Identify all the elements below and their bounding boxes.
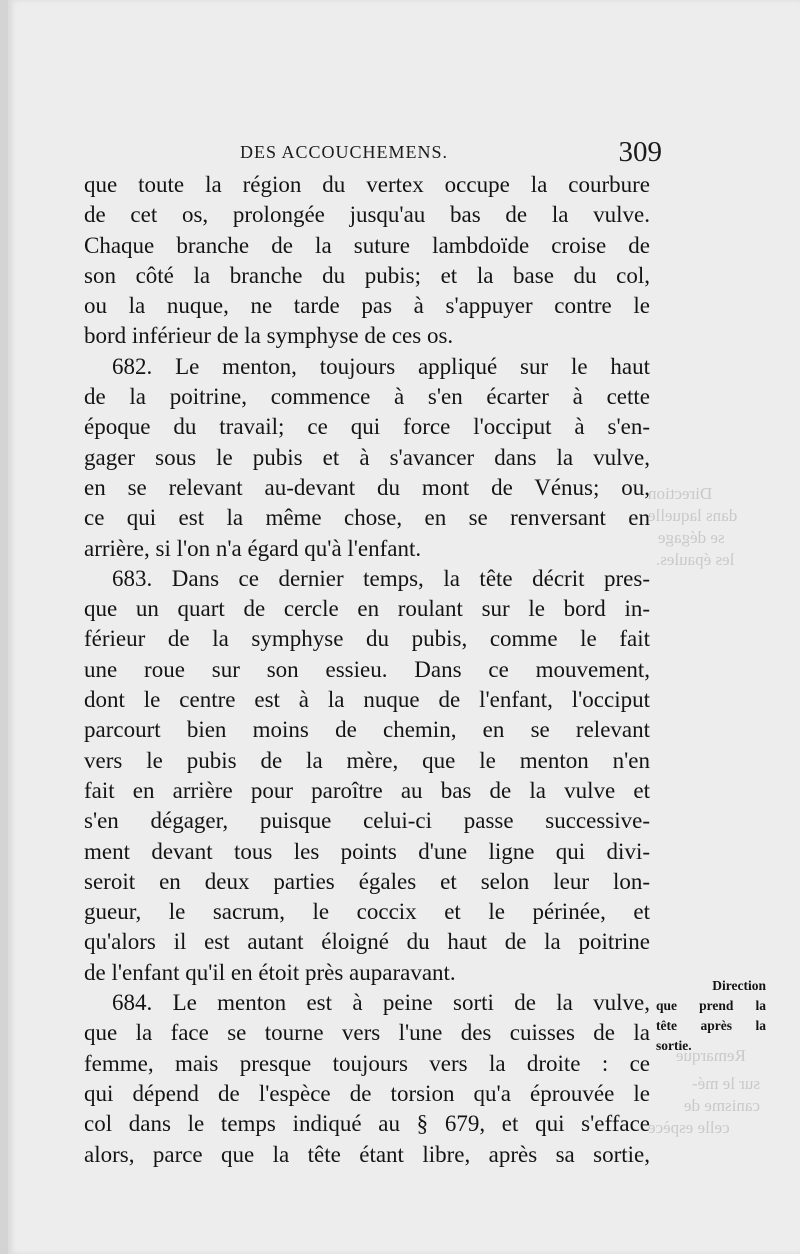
margin-note-line: que prend la (656, 998, 766, 1013)
text-line: parcourt bien moins de chemin, en se relevant (84, 717, 650, 743)
margin-note-line: tête après la (656, 1018, 766, 1033)
running-title: DES ACCOUCHEMENS. (240, 142, 449, 162)
bleed-through-text: les épaules. (656, 550, 735, 569)
book-page (8, 0, 800, 1254)
text-line: que toute la région du vertex occupe la courbure (84, 172, 650, 197)
text-line: col dans le temps indiqué au § 679, et qui s'efface (84, 1111, 650, 1137)
bleed-through-text: sur le mé- (692, 1074, 760, 1093)
text-line: Chaque branche de la suture lambdoïde croise de (84, 232, 650, 258)
text-line: une roue sur son essieu. Dans ce mouvement, (84, 656, 650, 682)
text-line: arrière, si l'on n'a égard qu'à l'enfant. (84, 535, 422, 561)
text-line: que la face se tourne vers l'une des cuisses de la (84, 1020, 650, 1046)
text-line: en se relevant au-devant du mont de Vénus; ou, (84, 474, 650, 500)
text-line: de cet os, prolongée jusqu'au bas de la vulve. (84, 202, 650, 228)
text-line: 684. Le menton est à peine sorti de la vulve, (112, 990, 650, 1016)
text-line: qui dépend de l'espèce de torsion qu'a éprouvée le (84, 1080, 650, 1106)
bleed-through-text: dans laquelle (648, 506, 738, 525)
body-text (84, 170, 650, 1170)
text-line: de l'enfant qu'il en étoit près auparavant. (84, 959, 456, 985)
text-line: bord inférieur de la symphyse de ces os. (84, 323, 454, 349)
text-line: ment devant tous les points d'une ligne qui divi- (84, 838, 650, 864)
text-line: femme, mais presque toujours vers la droite : ce (84, 1050, 650, 1076)
text-line: 682. Le menton, toujours appliqué sur le haut (112, 353, 650, 379)
text-line: férieur de la symphyse du pubis, comme le fait (84, 626, 650, 652)
text-line: s'en dégager, puisque celui-ci passe successive- (84, 808, 650, 834)
text-line: alors, parce que la tête étant libre, après sa sortie, (84, 1141, 650, 1167)
running-head (88, 136, 662, 170)
text-line: gueur, le sacrum, le coccix et le périnée, et (84, 899, 650, 925)
margin-note (656, 976, 766, 1056)
margin-note-line: Direction (712, 978, 766, 993)
bleed-through-text: Remarque (676, 1046, 746, 1065)
text-line: seroit en deux parties égales et selon leur lon- (84, 868, 650, 894)
text-line: fait en arrière pour paroître au bas de la vulve et (84, 777, 650, 803)
text-line: dont le centre est à la nuque de l'enfant, l'occiput (84, 687, 650, 713)
bleed-through-text: se dégage (658, 528, 725, 547)
text-line: de la poitrine, commence à s'en écarter à cette (84, 384, 650, 410)
text-line: ou la nuque, ne tarde pas à s'appuyer contre le (84, 293, 650, 319)
text-line: gager sous le pubis et à s'avancer dans la vulve, (84, 444, 650, 470)
text-line: qu'alors il est autant éloigné du haut de la poitrine (84, 929, 650, 955)
text-line: son côté la branche du pubis; et la base du col, (84, 262, 650, 288)
text-line: 683. Dans ce dernier temps, la tête décrit pres- (112, 565, 650, 591)
bleed-through-text: celle espèce (648, 1118, 730, 1137)
text-line: ce qui est la même chose, en se renversant en (84, 505, 650, 531)
text-line: époque du travail; ce qui force l'occiput à s'en- (84, 414, 650, 440)
bleed-through-text: Direction (648, 484, 713, 503)
text-line: vers le pubis de la mère, que le menton n'en (84, 747, 650, 773)
page-number: 309 (618, 136, 662, 168)
bleed-through-text: canisme de (684, 1096, 760, 1115)
text-line: que un quart de cercle en roulant sur le bord in- (84, 596, 650, 622)
margin-note-line: sortie. (656, 1038, 692, 1053)
